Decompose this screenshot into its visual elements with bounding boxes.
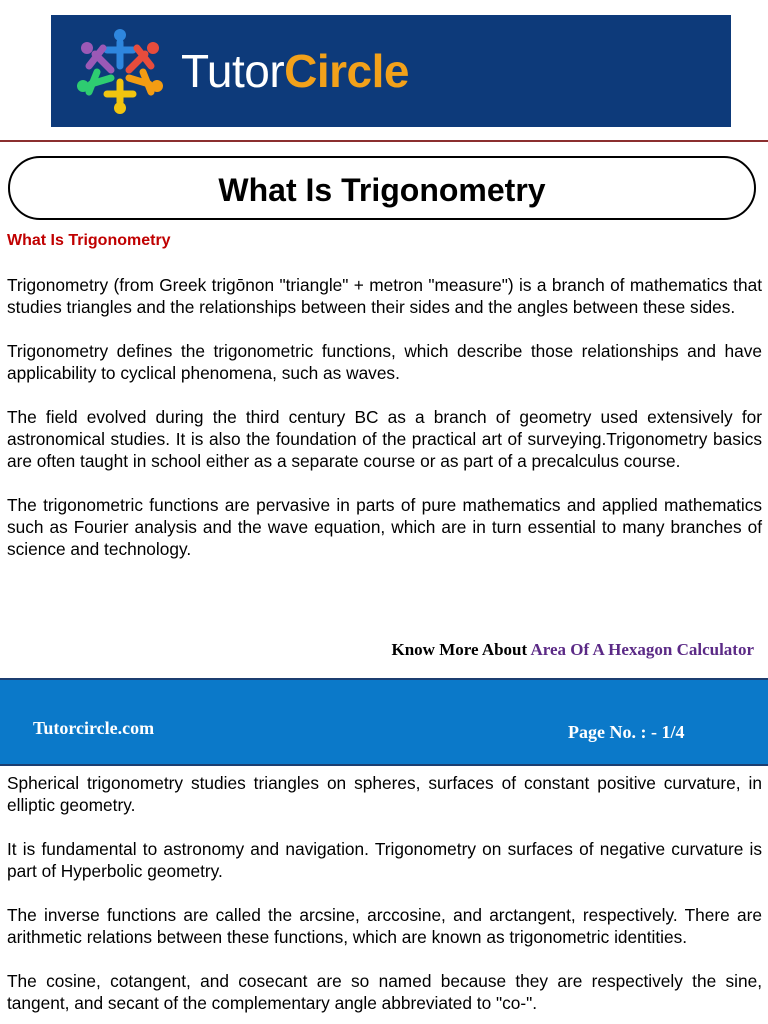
paragraph: Spherical trigonometry studies triangles on spheres, surfaces of constant positive curvature, in elliptic geometry.	[7, 773, 762, 815]
paragraph: The cosine, cotangent, and cosecant are so named because they are respectively the sine, tangent, and secant of the complementary angle abbreviated to "co-".	[7, 971, 762, 1013]
brand-tutor-text: Tutor	[181, 45, 285, 97]
paragraph: The inverse functions are called the arcsine, arccosine, and arctangent, respectively. There are arithmetic relations between these functions, which are known as trigonometric identities.	[7, 905, 762, 947]
header-banner	[51, 15, 731, 127]
footer-site-name: Tutorcircle.com	[33, 718, 155, 738]
header-divider	[0, 140, 768, 142]
title-box	[8, 156, 756, 220]
brand-logo-text	[181, 44, 409, 98]
people-circle-logo-icon	[71, 28, 169, 114]
page-title: What Is Trigonometry	[218, 172, 546, 208]
page-number: Page No. : - 1/4	[568, 722, 685, 742]
paragraph: It is fundamental to astronomy and navigation. Trigonometry on surfaces of negative curvature is part of Hyperbolic geometry.	[7, 839, 762, 881]
know-more-prefix: Know More About	[391, 640, 528, 659]
body-text-top	[7, 274, 762, 560]
paragraph: The field evolved during the third century BC as a branch of geometry used extensively for astronomical studies. It is also the foundation of the practical art of surveying.Trigonometry basics are often taught in school either as a separate course or as part of a precalculus course.	[7, 407, 762, 471]
section-heading: What Is Trigonometry	[7, 232, 171, 249]
know-more-line	[391, 640, 754, 660]
page-footer-bar	[0, 678, 768, 766]
brand-circle-text: Circle	[284, 45, 410, 97]
paragraph: Trigonometry (from Greek trigōnon "triangle" + metron "measure") is a branch of mathematics that studies triangles and the relationships between their sides and the angles between these sides.	[7, 275, 762, 317]
paragraph: Trigonometry defines the trigonometric functions, which describe those relationships and have applicability to cyclical phenomena, such as waves.	[7, 341, 762, 383]
know-more-link[interactable]: Area Of A Hexagon Calculator	[530, 640, 754, 659]
body-text-bottom	[7, 772, 762, 1014]
paragraph: The trigonometric functions are pervasive in parts of pure mathematics and applied mathematics such as Fourier analysis and the wave equation, which are in turn essential to many branches of science and technology.	[7, 495, 762, 559]
